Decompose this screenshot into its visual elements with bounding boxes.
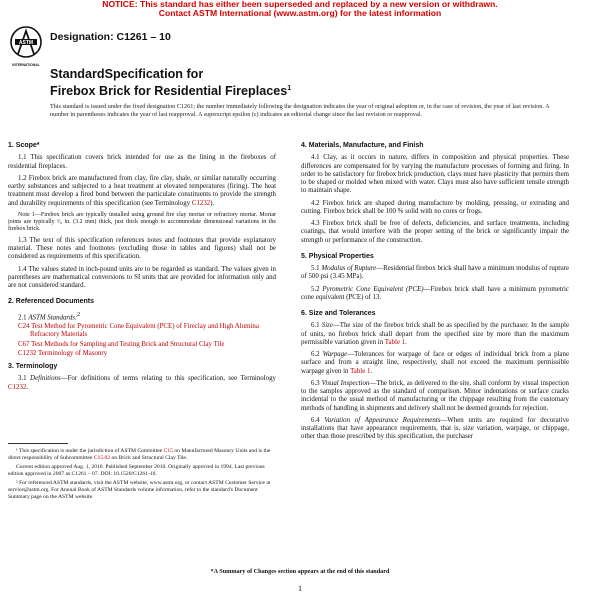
astm-logo-icon bbox=[8, 24, 44, 70]
p1-2-text: 1.2 Firebox brick are manufactured from clay, fire clay, shale, or similar naturally occurring earthy substances and subjected to a heat treatment at elevated temperatures (firing). The heat treatment must develop a fired bond between the particulate constituents to provide the strength and durability requirements of this specification (see Terminology bbox=[8, 174, 276, 207]
p6-1-italic: Size bbox=[321, 322, 333, 330]
paragraph-1-2 bbox=[8, 175, 276, 208]
p6-3-lead: 6.3 bbox=[311, 379, 322, 387]
fn1-b: on Manufactured Masonry Units and is the direct responsibility of Subcommittee bbox=[8, 448, 271, 461]
p2-1-lead: 2.1 bbox=[18, 313, 29, 321]
paragraph-4-3: 4.3 Firebox brick shall be free of defects, deficiencies, and surface treatments, including coatings, that would interfere with the proper setting of the brick or significantly impair the strength or performance of the construction. bbox=[301, 220, 569, 244]
p2-1-sup: 2 bbox=[77, 311, 81, 318]
ref-c1232-code[interactable]: C1232 bbox=[18, 349, 37, 357]
footnote-1 bbox=[8, 448, 276, 461]
terminology-link-2[interactable]: C1232 bbox=[8, 383, 27, 391]
paragraph-6-3 bbox=[301, 380, 569, 413]
right-column bbox=[301, 142, 569, 446]
p6-2-italic: Warpage bbox=[322, 351, 348, 358]
p6-3-italic: Visual Inspection bbox=[321, 379, 370, 387]
p5-1-lead: 5.1 bbox=[311, 265, 322, 272]
ref-c67-title[interactable]: Test Methods for Sampling and Testing Brick and Structural Clay Tile bbox=[29, 340, 225, 348]
ref-c67-code[interactable]: C67 bbox=[18, 340, 30, 348]
p6-2-end: . bbox=[370, 367, 373, 375]
left-column bbox=[8, 142, 276, 396]
fn1-a: ¹ This specification is under the jurisdiction of ASTM Committee bbox=[16, 448, 163, 454]
p3-1-lead: 3.1 bbox=[18, 375, 31, 383]
fn1-c: on Brick and Structural Clay Tile. bbox=[110, 454, 188, 461]
section-2-heading: 2. Referenced Documents bbox=[8, 298, 94, 306]
section-3-heading: 3. Terminology bbox=[8, 363, 58, 371]
ref-c24-code[interactable]: C24 bbox=[18, 323, 30, 331]
paragraph-5-2 bbox=[301, 286, 569, 303]
p6-2-text: —Tolerances for warpage of face or edges of individual brick from a plane surface and from a straight line, respectively, shall not exceed the maximum permissible warpage given in bbox=[301, 351, 569, 375]
page-number: 1 bbox=[298, 584, 302, 593]
paragraph-2-1 bbox=[8, 311, 276, 323]
p2-1-italic: ASTM Standards: bbox=[28, 313, 78, 321]
p3-1-text: —For definitions of terms relating to this specification, see Terminology bbox=[60, 375, 276, 383]
section-6-heading: 6. Size and Tolerances bbox=[301, 310, 376, 317]
p5-2-text: —Firebox brick shall have a minimum pyrometric cone equivalent (PCE) of 13. bbox=[301, 285, 569, 301]
paragraph-1-1: 1.1 This specification covers brick intended for use as the lining in the fireboxes of residential fireplaces. bbox=[8, 154, 276, 170]
intro-paragraph: This standard is issued under the fixed designation C1261; the number immediately following the designation indicates the year of original adoption or, in the case of revision, the year of last revision. A number in parentheses indicates the year of last reapproval. A superscript epsilon (ε) indicates an editorial change since the last revision or reapproval. bbox=[50, 103, 550, 118]
footnote-1-edition: Current edition approved Aug. 1, 2010. Published September 2010. Originally approved in 1994. Last previous edition approved in 2007 as C1261 – 07. DOI: 10.1520/C1261-10. bbox=[8, 464, 265, 477]
table-1-link[interactable]: Table 1 bbox=[384, 338, 406, 346]
ref-c24-title[interactable]: Test Method for Pyrometric Cone Equivalent (PCE) of Fireclay and High Alumina Refractory Materials bbox=[29, 323, 259, 339]
p3-1-end: . bbox=[26, 383, 29, 391]
paragraph-4-2: 4.2 Firebox brick are shaped during manufacture by molding, pressing, or extruding and cutting. Firebox brick shall be 100 % solid with no cores or frogs. bbox=[301, 199, 569, 215]
title-line-2 bbox=[50, 82, 291, 99]
terminology-link[interactable]: C1232 bbox=[191, 199, 211, 207]
p5-2-italic: Pyrometric Cone Equivalent (PCE) bbox=[322, 285, 424, 293]
p6-1-text: —The size of the firebox brick shall be as specified by the purchaser. In the sample of units, no firebox brick shall depart from the specified size by more than the maximum permissible variation given in bbox=[301, 322, 570, 346]
p6-4-text: —When units are required for decorative installations that have appearance requirements, that is, size variation, warpage, or chippage, other than those prescribed by this specification, the purchaser bbox=[301, 416, 569, 441]
title-line-2-text: Firebox Brick for Residential Fireplaces bbox=[50, 83, 288, 98]
title-line-1: StandardSpecification for bbox=[50, 67, 204, 81]
p6-1-lead: 6.1 bbox=[311, 322, 322, 330]
paragraph-1-4: 1.4 The values stated in inch-pound units are to be regarded as standard. The values given in parentheses are mathematical conversions to SI units that are provided for information only and are not considered standard. bbox=[8, 265, 276, 289]
paragraph-3-1 bbox=[8, 375, 276, 392]
summary-of-changes-note: *A Summary of Changes section appears at the end of this standard bbox=[210, 568, 390, 575]
footnote-divider bbox=[8, 443, 68, 444]
p1-2-end: ). bbox=[210, 199, 215, 207]
reference-c67[interactable] bbox=[8, 341, 276, 349]
table-1-link-2[interactable]: Table 1 bbox=[350, 367, 371, 375]
paragraph-5-1 bbox=[301, 265, 569, 282]
committee-c15-link[interactable]: C15 bbox=[163, 448, 173, 454]
document-title bbox=[50, 68, 291, 98]
p6-4-lead: 6.4 bbox=[311, 416, 325, 424]
p5-2-lead: 5.2 bbox=[311, 285, 323, 293]
footnotes bbox=[8, 443, 276, 503]
section-1-heading: 1. Scope* bbox=[8, 142, 40, 149]
p6-2-lead: 6.2 bbox=[311, 351, 323, 358]
reference-c24[interactable] bbox=[8, 323, 276, 340]
paragraph-4-1: 4.1 Clay, as it occurs in nature, differs in composition and physical properties. These differences are compensated for by varying the manufacture processes of forming and firing. In order to be satisfactory for firebox brick production, clays must have plasticity that permits them to be shaped or molded when mixed with water. Clays must also have sufficient tensile strength to maintain shape. bbox=[301, 154, 569, 195]
svg-text:ASTM: ASTM bbox=[18, 40, 34, 46]
section-5-heading: 5. Physical Properties bbox=[301, 252, 374, 260]
note-1: Note 1—Firebox brick are typically installed using ground fire clay mortar or refractory mortar. Mortar joints are typically ¹⁄₈ in. (3.2 mm) thick, just thick enough to accommodate dimensional variations in the firebox brick. bbox=[8, 211, 276, 232]
subcommittee-c15-02-link[interactable]: C15.02 bbox=[93, 454, 111, 461]
section-4-heading: 4. Materials, Manufacture, and Finish bbox=[301, 142, 424, 149]
ref-c1232-title[interactable]: Terminology of Masonry bbox=[36, 349, 108, 357]
reference-c1232[interactable] bbox=[8, 350, 276, 358]
designation: Designation: C1261 – 10 bbox=[50, 31, 171, 43]
paragraph-6-1 bbox=[301, 322, 569, 347]
paragraph-6-4 bbox=[301, 417, 569, 442]
footnote-2: ² For referenced ASTM standards, visit the ASTM website, www.astm.org, or contact ASTM Customer Service at service@astm.org. For Annual Book of ASTM Standards volume information, refer to the standard's Document Summary page on the ASTM website. bbox=[8, 480, 271, 500]
svg-text:INTERNATIONAL: INTERNATIONAL bbox=[12, 63, 40, 67]
notice-line-1: NOTICE: This standard has either been superseded and replaced by a new version or withdrawn. bbox=[102, 0, 498, 9]
p5-1-italic: Modulus of Rupture bbox=[321, 265, 377, 272]
p6-1-end: . bbox=[405, 338, 407, 346]
paragraph-1-3: 1.3 The text of this specification references notes and footnotes that provide explanatory material. These notes and footnotes (excluding those in tables and figures) shall not be considered as requirements of this specification. bbox=[8, 236, 276, 261]
p3-1-italic: Definitions bbox=[30, 375, 61, 383]
notice-line-2: Contact ASTM International (www.astm.org) for the latest information bbox=[158, 8, 442, 18]
p6-3-text: —The brick, as delivered to the site, shall conform by visual inspection to the samples approved as the standard of comparison. Minor indentations or surface cracks incidental to the usual method of manufacturing or the chippage resulting from the customary methods of handling in shipments and delivery shall not be deemed grounds for rejection. bbox=[301, 379, 569, 412]
p6-4-italic: Variation of Appearance Requirements bbox=[324, 416, 441, 424]
title-footnote-mark: 1 bbox=[287, 84, 292, 92]
p5-1-text: —Residential firebox brick shall have a minimum modulus of rupture of 500 psi (3.45 MPa). bbox=[301, 265, 569, 281]
notice-banner bbox=[0, 0, 600, 20]
paragraph-6-2 bbox=[301, 351, 569, 376]
